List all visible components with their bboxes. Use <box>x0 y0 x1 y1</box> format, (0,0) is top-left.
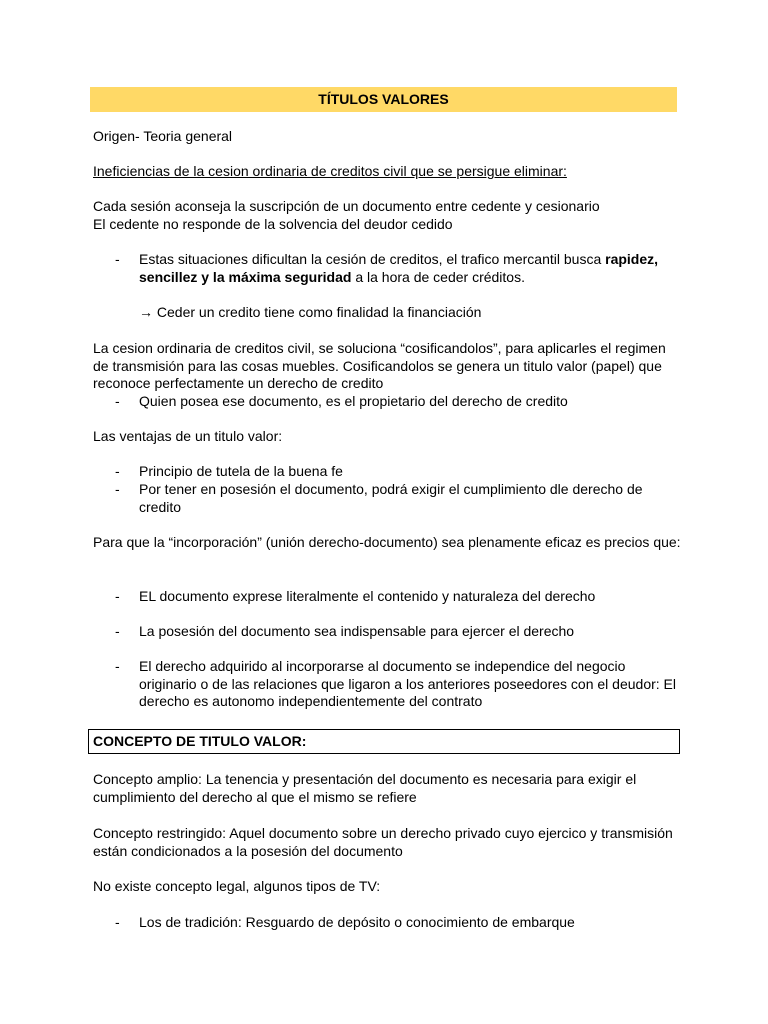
list-item-text: Por tener en posesión el documento, podrá exigir el cumplimiento dle derecho de credito <box>139 481 643 515</box>
document-title: TÍTULOS VALORES <box>90 87 677 112</box>
paragraph: No existe concepto legal, algunos tipos de TV: <box>93 878 381 894</box>
bold-text: rapidez, sencillez y la máxima seguridad <box>139 251 659 285</box>
list-item-text: EL documento exprese literalmente el contenido y naturaleza del derecho <box>139 588 596 604</box>
list-item <box>93 463 683 481</box>
list-item <box>93 251 683 286</box>
origin-line: Origen- Teoria general <box>93 128 233 144</box>
text-line: Cada sesión aconseja la suscripción de un documento entre cedente y cesionario <box>93 198 600 214</box>
text-line: El cedente no responde de la solvencia del deudor cedido <box>93 216 453 232</box>
list-item <box>93 658 683 711</box>
list-dash: - <box>115 463 120 479</box>
list-item <box>93 914 683 932</box>
list-dash: - <box>115 623 120 639</box>
list-item-text: Los de tradición: Resguardo de depósito o conocimiento de embarque <box>139 914 575 930</box>
list-item-text: Principio de tutela de la buena fe <box>139 463 343 479</box>
list-item <box>93 393 683 411</box>
text-span: Estas situaciones dificultan la cesión de creditos, el trafico mercantil busca <box>139 251 606 267</box>
list-dash: - <box>115 914 120 930</box>
arrow-line-text: → Ceder un credito tiene como finalidad la financiación <box>139 304 482 320</box>
paragraph: Concepto restringido: Aquel documento sobre un derecho privado cuyo ejercico y transmisión están condicionados a la posesión del documento <box>93 825 673 859</box>
list-item-text: Quien posea ese documento, es el propietario del derecho de credito <box>139 393 568 409</box>
list-dash: - <box>115 393 120 409</box>
list-dash: - <box>115 658 120 674</box>
paragraph: La cesion ordinaria de creditos civil, se soluciona “cosificandolos”, para aplicarles el regimen de transmisión para las cosas muebles. Cosificandolos se genera un titulo valor (papel) que reconoce perfectamente un derecho de credito <box>93 340 666 392</box>
text-span: a la hora de ceder créditos. <box>351 268 525 285</box>
list-item <box>93 623 683 641</box>
list-item <box>93 481 683 516</box>
list-item <box>93 588 683 606</box>
list-item-text <box>139 251 683 286</box>
list-dash: - <box>115 481 120 497</box>
paragraph: Concepto amplio: La tenencia y presentación del documento es necesaria para exigir el cumplimiento del derecho al que el mismo se refiere <box>93 771 637 805</box>
list-dash: - <box>115 588 120 604</box>
list-item-text: La posesión del documento sea indispensable para ejercer el derecho <box>139 623 575 639</box>
paragraph: Para que la “incorporación” (unión derecho-documento) sea plenamente eficaz es precios que: <box>93 534 681 550</box>
concept-heading-box: CONCEPTO DE TITULO VALOR: <box>88 729 680 754</box>
advantages-heading: Las ventajas de un titulo valor: <box>93 428 283 444</box>
list-item-text: El derecho adquirido al incorporarse al documento se independice del negocio originario o de las relaciones que ligaron a los anteriores poseedores con el deudor: El derecho es autonomo independientemente del contrato <box>139 658 676 710</box>
inefficiencies-heading: Ineficiencias de la cesion ordinaria de creditos civil que se persigue eliminar: <box>93 163 567 179</box>
arrow-line <box>93 304 683 322</box>
list-dash: - <box>115 251 120 267</box>
